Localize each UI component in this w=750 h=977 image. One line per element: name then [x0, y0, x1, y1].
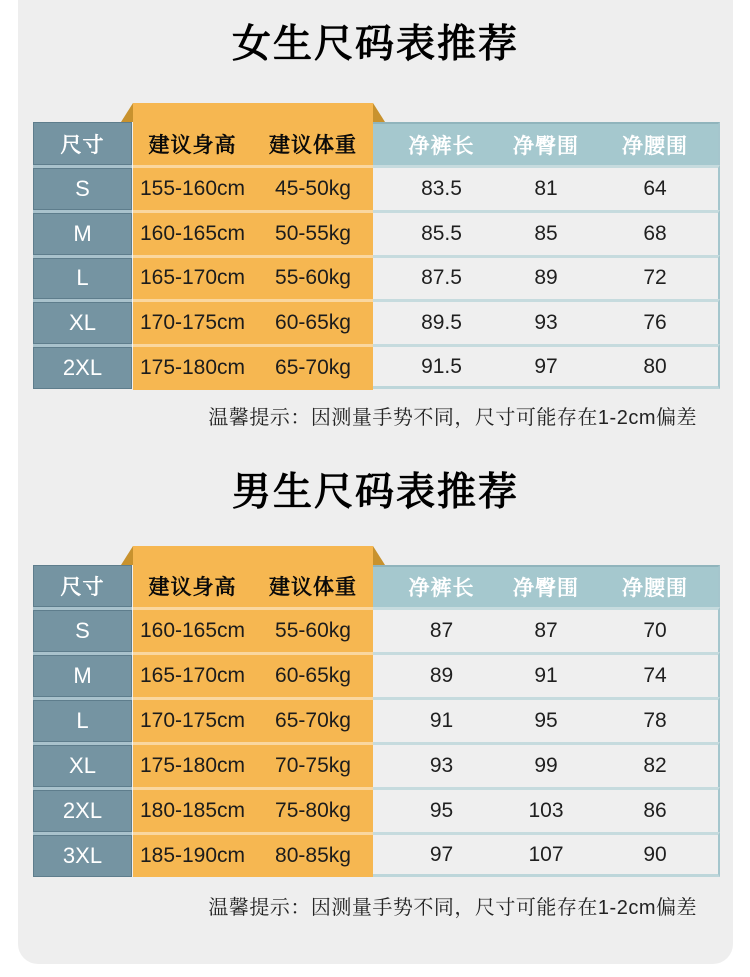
- height-cell: 180-185cm: [132, 787, 253, 832]
- column-header-pants-length: 净裤长: [373, 565, 488, 607]
- weight-cell: 75-80kg: [253, 787, 373, 832]
- weight-cell: 65-70kg: [253, 697, 373, 742]
- hip-cell: 99: [488, 742, 604, 787]
- height-cell: 185-190cm: [132, 832, 253, 877]
- hip-cell: 87: [488, 607, 604, 652]
- weight-cell: 65-70kg: [253, 344, 373, 389]
- column-header-waist: 净腰围: [604, 565, 720, 607]
- waist-cell: 70: [604, 607, 720, 652]
- size-cell: XL: [33, 742, 132, 787]
- column-header-waist: 净腰围: [604, 122, 720, 165]
- men-measure-tip: 温馨提示：因测量手势不同，尺寸可能存在1-2cm偏差: [208, 897, 697, 919]
- height-cell: 170-175cm: [132, 299, 253, 344]
- column-header-height: 建议身高: [148, 133, 237, 157]
- column-header-size: 尺寸: [33, 565, 132, 607]
- hip-cell: 81: [488, 165, 604, 210]
- pants-length-cell: 97: [373, 832, 488, 877]
- weight-cell: 80-85kg: [253, 832, 373, 877]
- waist-cell: 80: [604, 344, 720, 389]
- women-measure-tip: 温馨提示：因测量手势不同，尺寸可能存在1-2cm偏差: [208, 407, 697, 429]
- men-size-chart-title: 男生尺码表推荐: [231, 471, 519, 514]
- size-cell: S: [33, 165, 132, 210]
- women-size-table: [33, 122, 720, 389]
- weight-cell: 60-65kg: [253, 299, 373, 344]
- waist-cell: 74: [604, 652, 720, 697]
- height-cell: 160-165cm: [132, 607, 253, 652]
- pants-length-cell: 93: [373, 742, 488, 787]
- hip-cell: 97: [488, 344, 604, 389]
- height-cell: 155-160cm: [132, 165, 253, 210]
- hip-cell: 93: [488, 299, 604, 344]
- men-size-table: [33, 565, 720, 877]
- pants-length-cell: 91.5: [373, 344, 488, 389]
- size-chart-card: [18, 0, 733, 964]
- column-header-hip: 净臀围: [488, 565, 604, 607]
- height-cell: 175-180cm: [132, 344, 253, 389]
- hip-cell: 95: [488, 697, 604, 742]
- pants-length-cell: 91: [373, 697, 488, 742]
- column-header-weight: 建议体重: [269, 133, 357, 157]
- pants-length-cell: 89: [373, 652, 488, 697]
- height-cell: 165-170cm: [132, 652, 253, 697]
- hip-cell: 89: [488, 255, 604, 300]
- waist-cell: 76: [604, 299, 720, 344]
- column-header-height: 建议身高: [148, 576, 237, 599]
- waist-cell: 64: [604, 165, 720, 210]
- size-cell: L: [33, 255, 132, 300]
- size-cell: 2XL: [33, 344, 132, 389]
- weight-cell: 70-75kg: [253, 742, 373, 787]
- size-cell: S: [33, 607, 132, 652]
- weight-cell: 60-65kg: [253, 652, 373, 697]
- size-cell: XL: [33, 299, 132, 344]
- size-cell: 3XL: [33, 832, 132, 877]
- column-header-size: 尺寸: [33, 122, 132, 165]
- hip-cell: 107: [488, 832, 604, 877]
- height-cell: 170-175cm: [132, 697, 253, 742]
- column-header-hip: 净臀围: [488, 122, 604, 165]
- weight-cell: 55-60kg: [253, 607, 373, 652]
- women-size-chart-title: 女生尺码表推荐: [231, 23, 519, 66]
- waist-cell: 90: [604, 832, 720, 877]
- hip-cell: 91: [488, 652, 604, 697]
- pants-length-cell: 89.5: [373, 299, 488, 344]
- size-cell: L: [33, 697, 132, 742]
- waist-cell: 82: [604, 742, 720, 787]
- height-cell: 175-180cm: [132, 742, 253, 787]
- weight-cell: 45-50kg: [253, 165, 373, 210]
- pants-length-cell: 87: [373, 607, 488, 652]
- height-cell: 160-165cm: [132, 210, 253, 255]
- pants-length-cell: 95: [373, 787, 488, 832]
- column-header-pants-length: 净裤长: [373, 122, 488, 165]
- waist-cell: 86: [604, 787, 720, 832]
- size-cell: M: [33, 210, 132, 255]
- hip-cell: 103: [488, 787, 604, 832]
- hip-cell: 85: [488, 210, 604, 255]
- size-cell: 2XL: [33, 787, 132, 832]
- pants-length-cell: 87.5: [373, 255, 488, 300]
- weight-cell: 55-60kg: [253, 255, 373, 300]
- pants-length-cell: 85.5: [373, 210, 488, 255]
- column-header-weight: 建议体重: [269, 576, 357, 599]
- size-cell: M: [33, 652, 132, 697]
- waist-cell: 68: [604, 210, 720, 255]
- weight-cell: 50-55kg: [253, 210, 373, 255]
- height-cell: 165-170cm: [132, 255, 253, 300]
- pants-length-cell: 83.5: [373, 165, 488, 210]
- waist-cell: 72: [604, 255, 720, 300]
- waist-cell: 78: [604, 697, 720, 742]
